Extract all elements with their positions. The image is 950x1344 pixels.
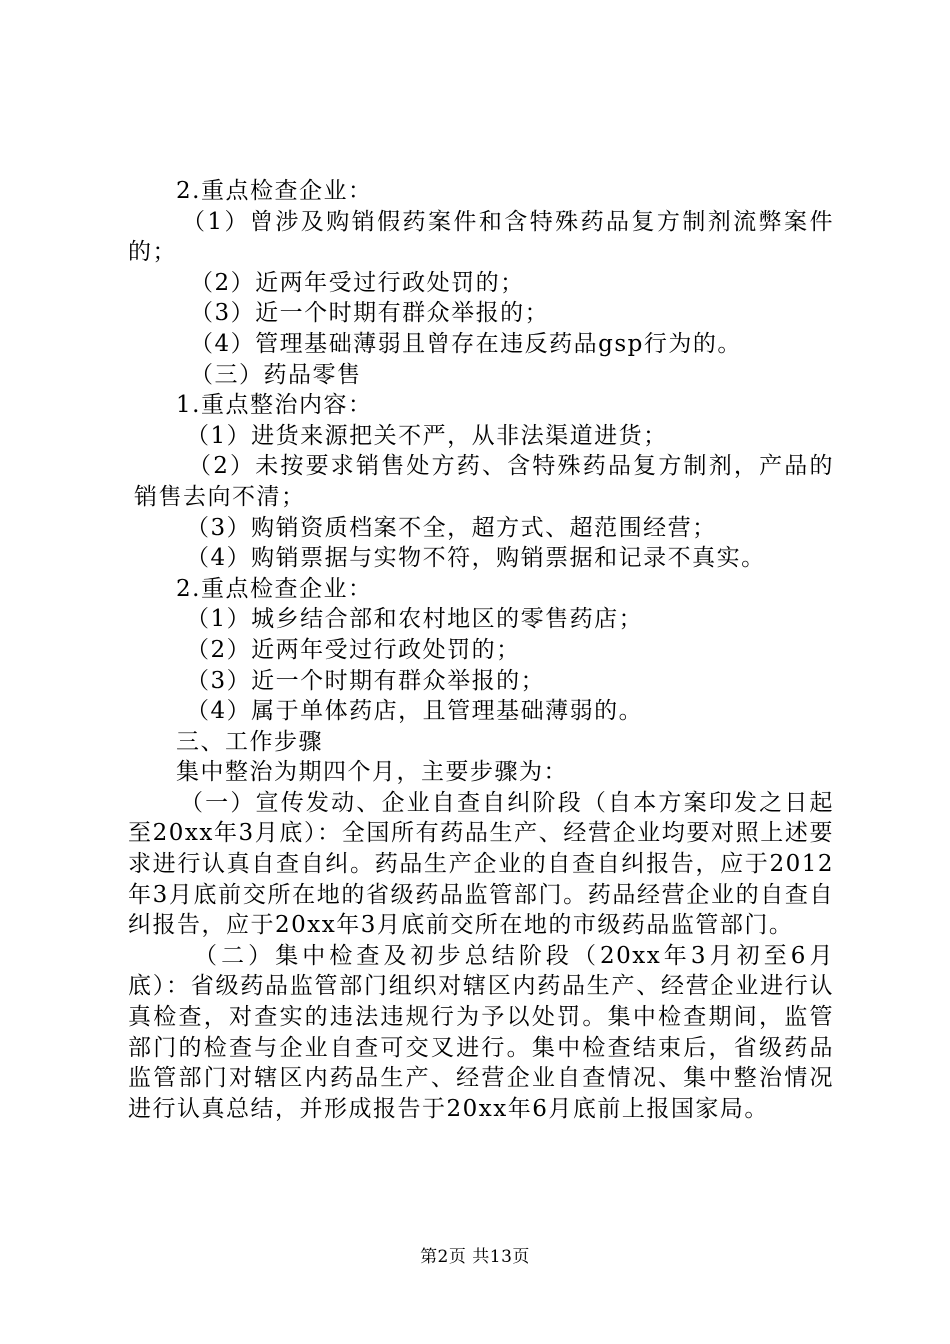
- list-item: （4）管理基础薄弱且曾存在违反药品gsp行为的。: [190, 330, 742, 357]
- list-item: （3）购销资质档案不全，超方式、超范围经营；: [186, 514, 717, 541]
- list-item: （4）购销票据与实物不符，购销票据和记录不真实。: [186, 545, 766, 572]
- document-body: [128, 176, 834, 1124]
- section-heading: 2.重点检查企业：: [176, 575, 373, 602]
- section-heading: 2.重点检查企业：: [176, 178, 373, 204]
- list-item: （2）近两年受过行政处罚的；: [190, 269, 525, 296]
- section-heading: （三）药品零售: [190, 361, 362, 388]
- list-item: （1）进货来源把关不严，从非法渠道进货；: [186, 422, 668, 449]
- list-item: （4）属于单体药店，且管理基础薄弱的。: [186, 698, 644, 725]
- page-footer: 第2页 共13页: [420, 1247, 530, 1267]
- paragraph: （一）宣传发动、企业自查自纠阶段（自本方案印发之日起至20xx年3月底）：全国所有药品生产、经营企业均要对照上述要求进行认真自查自纠。药品生产企业的自查自纠报告，应于2012年3月底前交所在地的省级药品监管部门。药品经营企业的自查自纠报告，应于20xx年3月底前交所在地的市级药品监管部门。: [128, 789, 834, 939]
- paragraph: 集中整治为期四个月，主要步骤为：: [176, 759, 568, 786]
- paragraph: （二）集中检查及初步总结阶段（20xx年3月初至6月底）：省级药品监管部门组织对辖区内药品生产、经营企业进行认真检查，对查实的违法违规行为予以处罚。集中检查期间，监管部门的检查与企业自查可交叉进行。集中检查结束后，省级药品监管部门对辖区内药品生产、经营企业自查情况、集中整治情况进行认真总结，并形成报告于20xx年6月底前上报国家局。: [128, 942, 834, 1122]
- list-item: （2）未按要求销售处方药、含特殊药品复方制剂，产品的销售去向不清；: [134, 453, 834, 510]
- list-item: （1）曾涉及购销假药案件和含特殊药品复方制剂流弊案件的；: [128, 208, 834, 266]
- list-item: （3）近一个时期有群众举报的；: [190, 300, 550, 327]
- list-item: （1）城乡结合部和农村地区的零售药店；: [186, 606, 644, 633]
- list-item: （2）近两年受过行政处罚的；: [186, 636, 521, 663]
- section-heading: 1.重点整治内容：: [176, 392, 373, 419]
- list-item: （3）近一个时期有群众举报的；: [186, 667, 546, 694]
- section-heading: 三、工作步骤: [176, 728, 323, 755]
